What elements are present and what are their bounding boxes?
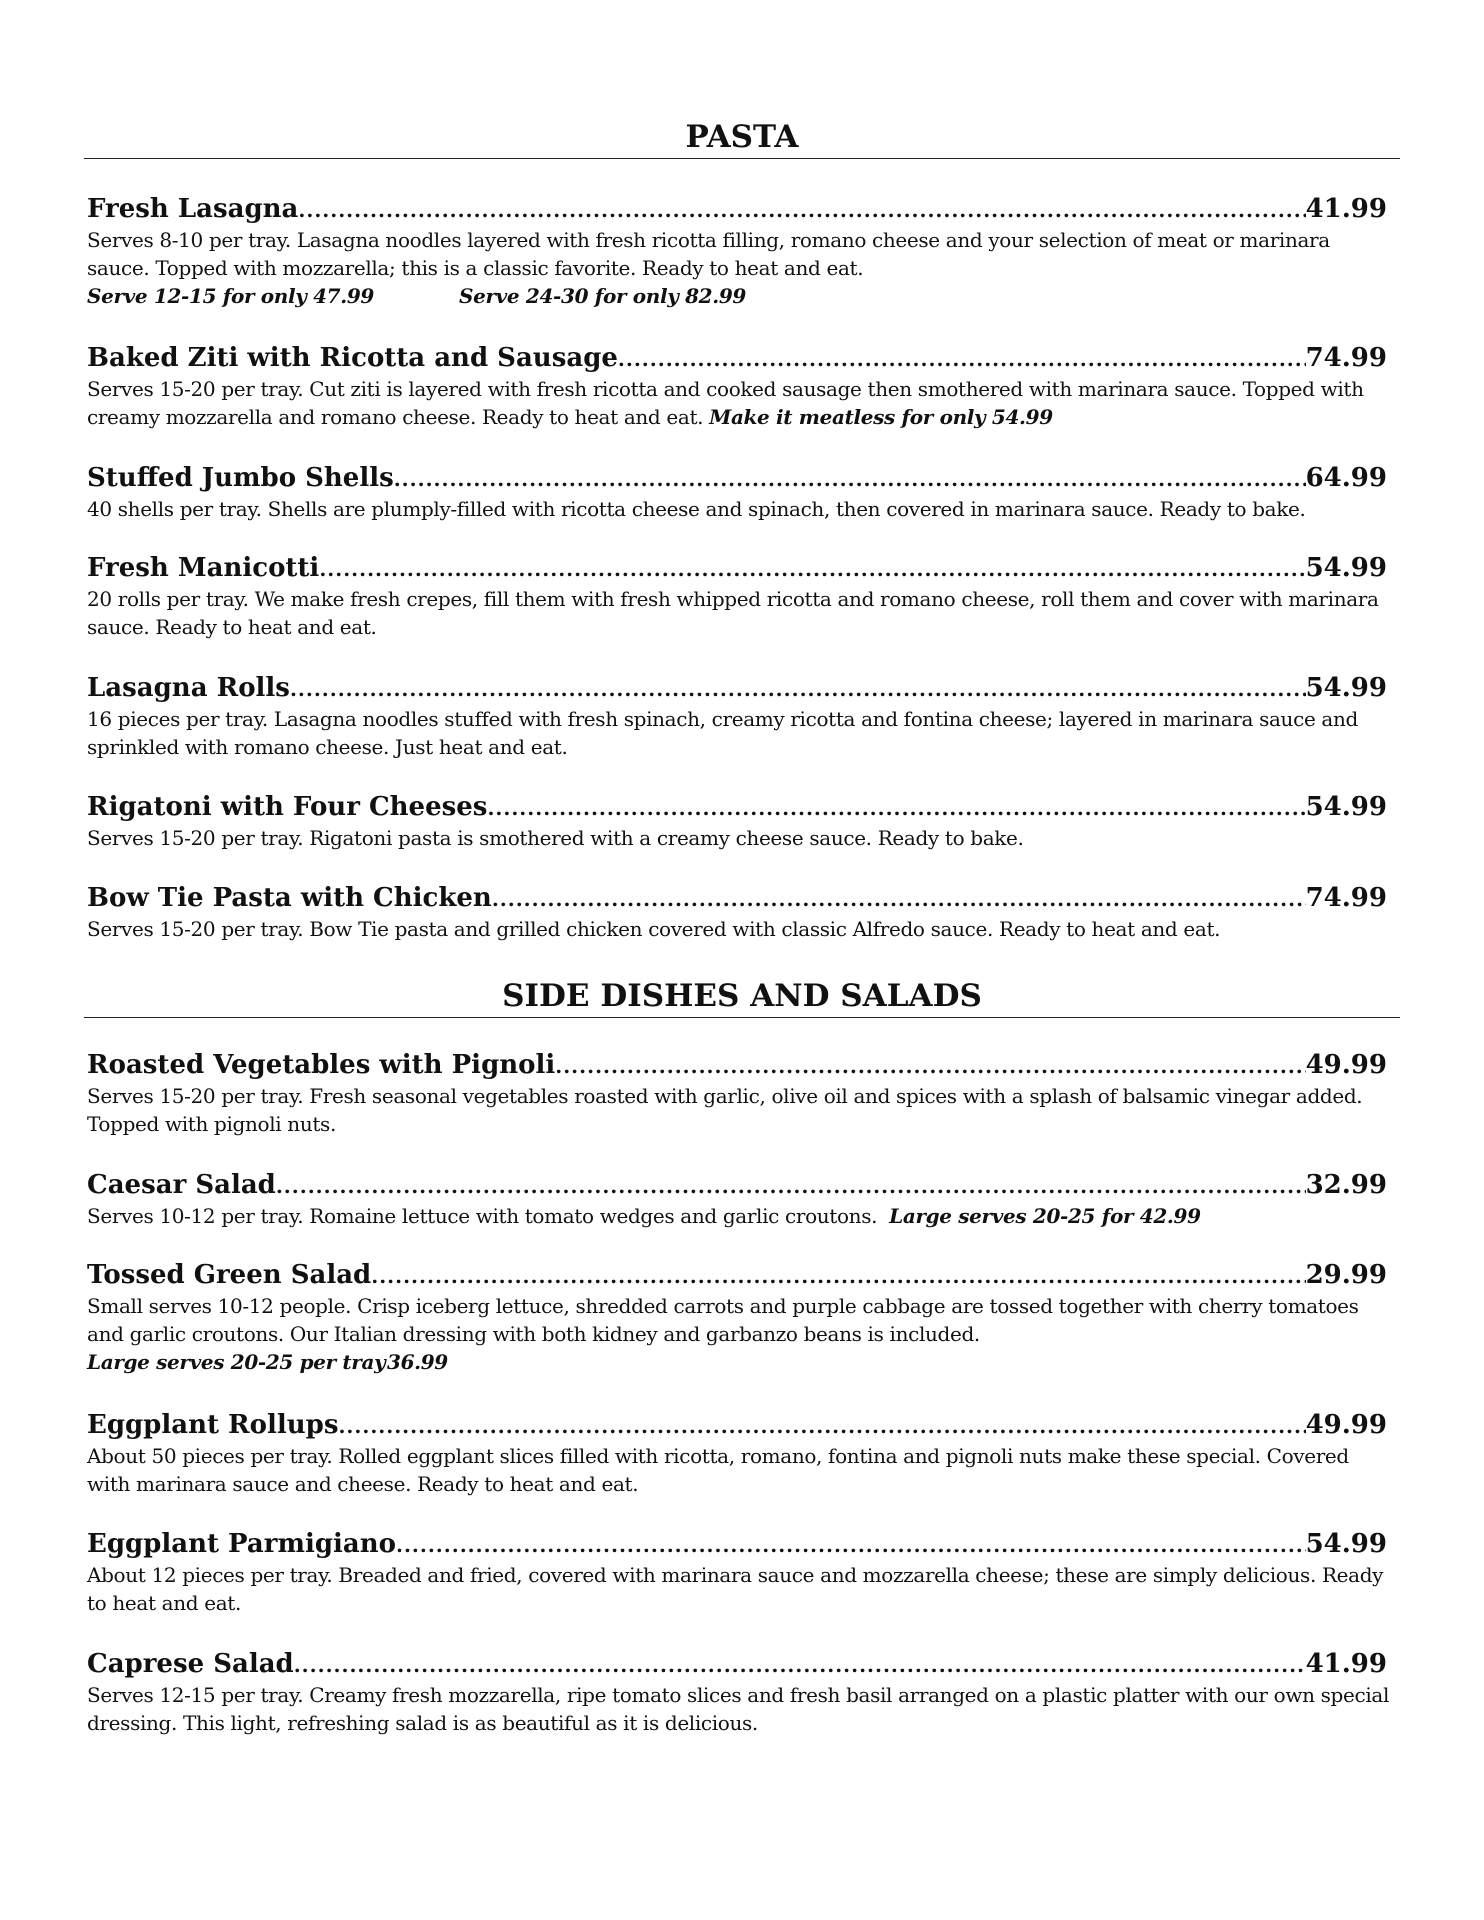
- dot-leader: [298, 194, 1305, 226]
- dot-leader: [618, 343, 1306, 375]
- item-name: Eggplant Rollups: [87, 1410, 339, 1440]
- item-description: [87, 375, 1397, 431]
- size-option: Serve 24-30 for only 82.99: [459, 284, 746, 308]
- item-description: Serves 15-20 per tray. Fresh seasonal vegetables roasted with garlic, olive oil and spices with a splash of balsamic vinegar added. Topped with pignoli nuts.: [87, 1084, 1363, 1136]
- item-name: Fresh Manicotti: [87, 553, 320, 583]
- menu-item-stuffed-jumbo-shells: [87, 463, 1397, 523]
- dot-leader: [371, 1260, 1305, 1292]
- item-description: Serves 15-20 per tray. Bow Tie pasta and grilled chicken covered with classic Alfredo sauce. Ready to heat and eat.: [87, 917, 1221, 941]
- item-name: Baked Ziti with Ricotta and Sausage: [87, 343, 618, 373]
- item-name: Tossed Green Salad: [87, 1260, 372, 1290]
- item-name: Caprese Salad: [87, 1649, 294, 1679]
- menu-item-eggplant-parmigiano: [87, 1529, 1397, 1617]
- item-size-options: [87, 282, 1397, 310]
- menu-item-rigatoni-four-cheeses: [87, 792, 1397, 852]
- item-name: Caesar Salad: [87, 1170, 276, 1200]
- item-name: Fresh Lasagna: [87, 194, 299, 224]
- section-title-pasta: PASTA: [685, 119, 799, 155]
- item-heading: [87, 194, 1397, 226]
- dot-leader: [276, 1170, 1306, 1202]
- menu-item-lasagna-rolls: [87, 673, 1397, 761]
- item-heading: [87, 673, 1397, 705]
- item-heading: [87, 1529, 1397, 1561]
- menu-item-bow-tie-pasta: [87, 883, 1397, 943]
- item-price: 49.99: [1305, 1050, 1387, 1080]
- dot-leader: [394, 463, 1306, 495]
- item-description: About 50 pieces per tray. Rolled eggplant slices filled with ricotta, romano, fontina and pignoli nuts make these special. Covered with marinara sauce and cheese. Ready to heat and eat.: [87, 1444, 1349, 1496]
- item-heading: [87, 883, 1397, 915]
- menu-item-roasted-vegetables: [87, 1050, 1397, 1138]
- dot-leader: [294, 1649, 1306, 1681]
- dot-leader: [338, 1410, 1305, 1442]
- description-highlight: Make it meatless for only 54.99: [709, 405, 1053, 429]
- description-text: Serves 10-12 per tray. Romaine lettuce with tomato wedges and garlic croutons.: [87, 1204, 878, 1228]
- item-size-options: [87, 1348, 1397, 1376]
- item-price: 64.99: [1305, 463, 1387, 493]
- dot-leader: [555, 1050, 1305, 1082]
- item-heading: [87, 1410, 1397, 1442]
- menu-item-fresh-manicotti: [87, 553, 1397, 641]
- description-highlight: Large serves 20-25 for 42.99: [889, 1204, 1201, 1228]
- item-description: Serves 8-10 per tray. Lasagna noodles layered with fresh ricotta filling, romano cheese and your selection of meat or marinara sauce. Topped with mozzarella; this is a classic favorite. Ready to heat and eat.: [87, 228, 1330, 280]
- item-heading: [87, 1649, 1397, 1681]
- dot-leader: [396, 1529, 1306, 1561]
- item-description: [87, 1202, 1397, 1230]
- menu-item-baked-ziti: [87, 343, 1397, 431]
- item-price: 54.99: [1305, 553, 1387, 583]
- dot-leader: [290, 673, 1306, 705]
- section-title-sides: SIDE DISHES AND SALADS: [502, 978, 982, 1014]
- item-name: Rigatoni with Four Cheeses: [87, 792, 488, 822]
- item-heading: [87, 553, 1397, 585]
- section-divider: [84, 1017, 1400, 1018]
- item-price: 29.99: [1305, 1260, 1387, 1290]
- section-divider: [84, 158, 1400, 159]
- item-price: 54.99: [1305, 792, 1387, 822]
- item-description: 16 pieces per tray. Lasagna noodles stuffed with fresh spinach, creamy ricotta and fontina cheese; layered in marinara sauce and sprinkled with romano cheese. Just heat and eat.: [87, 707, 1358, 759]
- menu-item-caesar-salad: [87, 1170, 1397, 1230]
- item-price: 74.99: [1305, 343, 1387, 373]
- item-description: Small serves 10-12 people. Crisp iceberg lettuce, shredded carrots and purple cabbage are tossed together with cherry tomatoes and garlic croutons. Our Italian dressing with both kidney and garbanzo beans is included.: [87, 1294, 1359, 1346]
- item-description: Serves 15-20 per tray. Rigatoni pasta is smothered with a creamy cheese sauce. Ready to bake.: [87, 826, 1024, 850]
- item-name: Eggplant Parmigiano: [87, 1529, 396, 1559]
- item-description: Serves 12-15 per tray. Creamy fresh mozzarella, ripe tomato slices and fresh basil arranged on a plastic platter with our own special dressing. This light, refreshing salad is as beautiful as it is delicious.: [87, 1683, 1389, 1735]
- item-heading: [87, 1170, 1397, 1202]
- item-heading: [87, 1260, 1397, 1292]
- item-price: 32.99: [1305, 1170, 1387, 1200]
- menu-item-fresh-lasagna: [87, 194, 1397, 310]
- item-price: 49.99: [1305, 1410, 1387, 1440]
- size-option: 36.99: [387, 1350, 448, 1374]
- item-heading: [87, 792, 1397, 824]
- item-price: 54.99: [1305, 673, 1387, 703]
- description-text: Serves 15-20 per tray. Cut ziti is layered with fresh ricotta and cooked sausage then smothered with marinara sauce. Topped with creamy mozzarella and romano cheese. Ready to heat and eat.: [87, 377, 1364, 429]
- item-description: 40 shells per tray. Shells are plumply-filled with ricotta cheese and spinach, then covered in marinara sauce. Ready to bake.: [87, 497, 1306, 521]
- item-heading: [87, 463, 1397, 495]
- menu-item-tossed-green-salad: [87, 1260, 1397, 1376]
- dot-leader: [319, 553, 1305, 585]
- item-name: Stuffed Jumbo Shells: [87, 463, 394, 493]
- size-option: Large serves 20-25 per tray: [87, 1350, 386, 1374]
- dot-leader: [492, 883, 1306, 915]
- size-option: Serve 12-15 for only 47.99: [87, 284, 374, 308]
- dot-leader: [487, 792, 1305, 824]
- item-name: Lasagna Rolls: [87, 673, 290, 703]
- item-heading: [87, 343, 1397, 375]
- item-price: 54.99: [1305, 1529, 1387, 1559]
- item-description: About 12 pieces per tray. Breaded and fried, covered with marinara sauce and mozzarella cheese; these are simply delicious. Ready to heat and eat.: [87, 1563, 1384, 1615]
- item-heading: [87, 1050, 1397, 1082]
- item-name: Bow Tie Pasta with Chicken: [87, 883, 492, 913]
- item-description: 20 rolls per tray. We make fresh crepes, fill them with fresh whipped ricotta and romano cheese, roll them and cover with marinara sauce. Ready to heat and eat.: [87, 587, 1379, 639]
- menu-item-eggplant-rollups: [87, 1410, 1397, 1498]
- item-name: Roasted Vegetables with Pignoli: [87, 1050, 556, 1080]
- item-price: 41.99: [1305, 194, 1387, 224]
- menu-item-caprese-salad: [87, 1649, 1397, 1737]
- item-price: 41.99: [1305, 1649, 1387, 1679]
- item-price: 74.99: [1305, 883, 1387, 913]
